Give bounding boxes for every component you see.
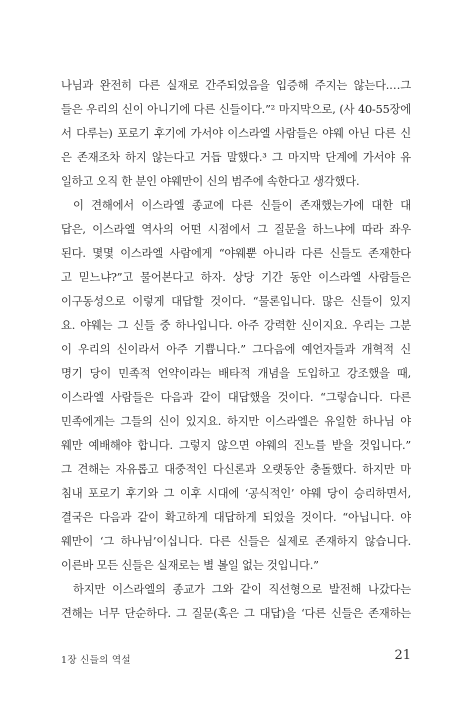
- text-line: 답은, 이스라엘 역사의 어떤 시점에서 그 질문을 하느냐에 따라 좌우: [61, 223, 411, 236]
- text-line: 그 견해는 자유롭고 대중적인 다신론과 오랫동안 충돌했다. 하지만 마: [61, 463, 411, 476]
- text-line: 들은 우리의 신이 아니기에 다른 신들이다.”² 마지막으로, (사 40-55장에: [61, 103, 411, 116]
- page-number: 21: [394, 648, 411, 663]
- text-line: 된다. 몇몇 이스라엘 사람에게 “야웨뿐 아니라 다른 신들도 존재한다: [61, 247, 411, 260]
- running-footer-chapter: 1장 신들의 역설: [61, 655, 131, 666]
- text-line: 요. 야웨는 그 신들 중 하나입니다. 아주 강력한 신이지요. 우리는 그분: [61, 319, 411, 332]
- text-line: 견해는 너무 단순하다. 그 질문(혹은 그 대답)을 ‘다른 신들은 존재하는: [61, 607, 411, 620]
- text-line: 이스라엘 사람들은 다음과 같이 대답했을 것이다. “그렇습니다. 다른: [61, 391, 411, 404]
- paragraph-start-line: 하지만 이스라엘의 종교가 그와 같이 직선형으로 발전해 나갔다는: [73, 583, 411, 596]
- paragraph-start-line: 이 견해에서 이스라엘 종교에 다른 신들이 존재했는가에 대한 대: [73, 199, 411, 212]
- text-line: 은 존재조차 하지 않는다고 거듭 말했다.³ 그 마지막 단계에 가서야 유: [61, 151, 411, 164]
- text-line: 이구동성으로 이렇게 대답할 것이다. “물론입니다. 많은 신들이 있지: [61, 295, 411, 308]
- text-line: 서 다루는) 포로기 후기에 가서야 이스라엘 사람들은 야웨 아닌 다른 신: [61, 127, 411, 140]
- text-line: 이른바 모든 신들은 실재로는 별 볼일 없는 것입니다.”: [61, 559, 319, 572]
- body-text: [61, 74, 411, 626]
- text-line: 웨만 예배해야 합니다. 그렇지 않으면 야웨의 진노를 받을 것입니다.”: [61, 439, 411, 452]
- text-line: 이 우리의 신이라서 아주 기쁩니다.” 그다음에 예언자들과 개혁적 신: [61, 343, 411, 356]
- page-footer: [61, 648, 411, 668]
- text-line: 명기 당이 민족적 언약이라는 배타적 개념을 도입하고 강조했을 때,: [61, 367, 411, 380]
- text-line: 일하고 오직 한 분인 야웨만이 신의 범주에 속한다고 생각했다.: [61, 175, 360, 188]
- text-line: 결국은 다음과 같이 확고하게 대답하게 되었을 것이다. “아닙니다. 야: [61, 511, 411, 524]
- text-line: 나님과 완전히 다른 실재로 간주되었음을 입증해 주지는 않는다.…그: [61, 79, 411, 92]
- text-line: 침내 포로기 후기와 그 이후 시대에 ‘공식적인’ 야웨 당이 승리하면서,: [61, 487, 411, 500]
- text-line: 웨만이 ‘그 하나님’이십니다. 다른 신들은 실제로 존재하지 않습니다.: [61, 535, 411, 548]
- text-line: 민족에게는 그들의 신이 있지요. 하지만 이스라엘은 유일한 하나님 야: [61, 415, 411, 428]
- text-line: 고 믿느냐?”고 물어본다고 하자. 상당 기간 동안 이스라엘 사람들은: [61, 271, 411, 284]
